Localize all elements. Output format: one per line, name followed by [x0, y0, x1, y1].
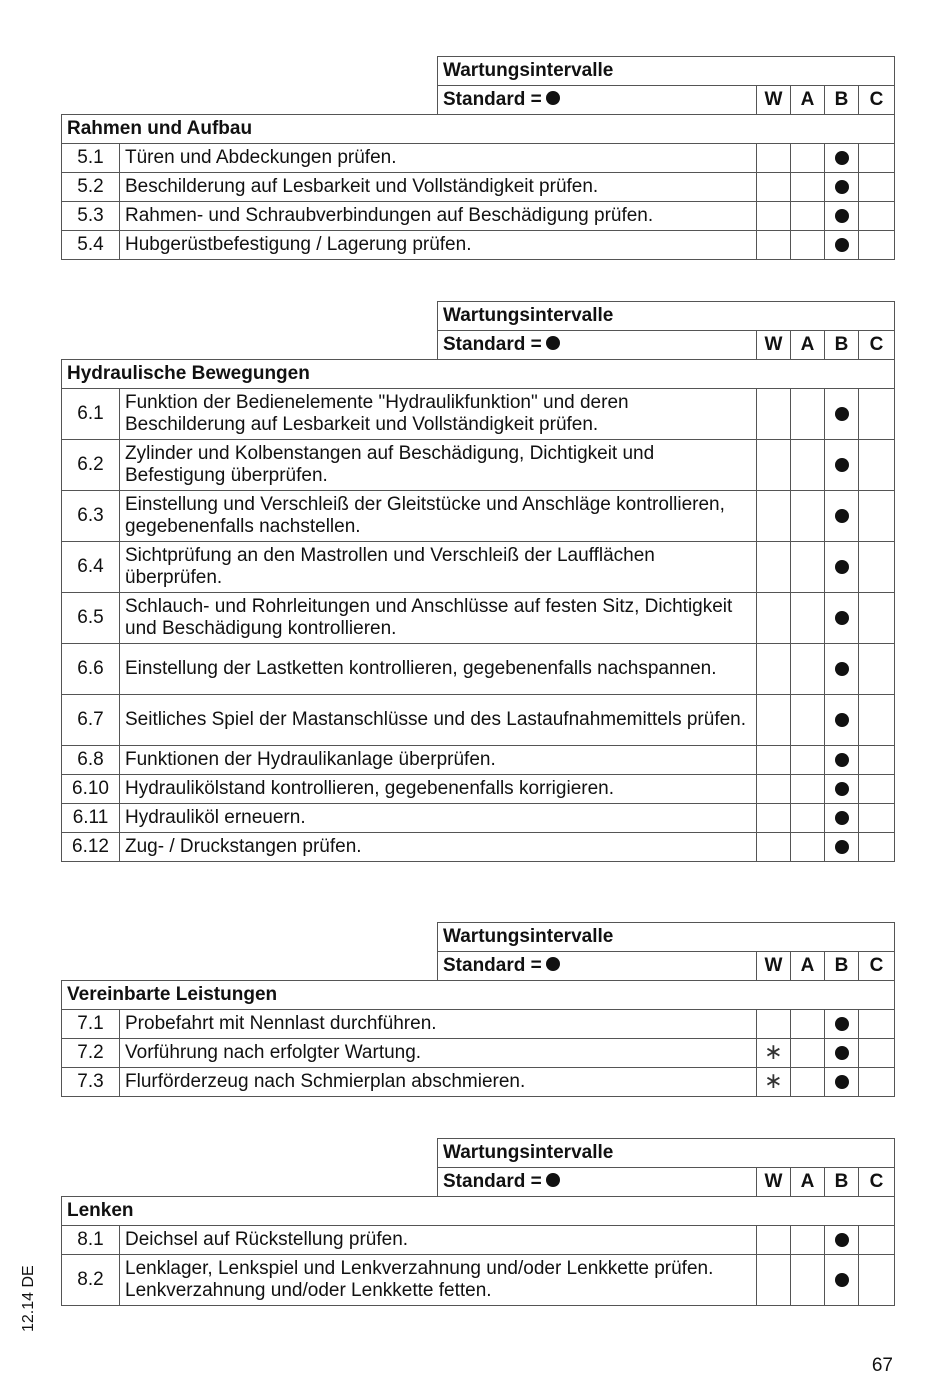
- filled-circle-icon: [835, 180, 849, 194]
- table-row: 7.2 Vorführung nach erfolgter Wartung. ∗: [62, 1039, 895, 1068]
- table-row: 6.12 Zug- / Druckstangen prüfen.: [62, 833, 895, 862]
- column-a: A: [791, 952, 825, 981]
- edition-label: 12.14 DE: [20, 1265, 37, 1332]
- filled-circle-icon: [835, 151, 849, 165]
- maintenance-table-5: [61, 56, 894, 260]
- table-hydraulik: [61, 301, 895, 862]
- filled-circle-icon: [835, 840, 849, 854]
- column-a: A: [791, 86, 825, 115]
- table-row: 6.1 Funktion der Bedienelemente "Hydraulikfunktion" und deren Beschilderung auf Lesbarkeit und Vollständigkeit prüfen.: [62, 389, 895, 440]
- page-number: 67: [871, 1355, 893, 1376]
- intervals-header: Wartungsintervalle: [438, 302, 895, 331]
- asterisk-icon: ∗: [764, 1068, 783, 1093]
- section-title: Hydraulische Bewegungen: [62, 360, 895, 389]
- table-row: 5.2 Beschilderung auf Lesbarkeit und Vollständigkeit prüfen.: [62, 173, 895, 202]
- table-row: 5.4 Hubgerüstbefestigung / Lagerung prüfen.: [62, 231, 895, 260]
- column-c: C: [859, 952, 895, 981]
- asterisk-icon: ∗: [764, 1039, 783, 1064]
- column-c: C: [859, 331, 895, 360]
- column-w: W: [757, 331, 791, 360]
- filled-circle-icon: [835, 509, 849, 523]
- filled-circle-icon: [835, 611, 849, 625]
- table-row: 6.6 Einstellung der Lastketten kontrollieren, gegebenenfalls nachspannen.: [62, 644, 895, 695]
- standard-legend: Standard =: [438, 331, 757, 360]
- section-title: Lenken: [62, 1197, 895, 1226]
- column-b: B: [825, 952, 859, 981]
- filled-circle-icon: [546, 957, 560, 971]
- column-c: C: [859, 1168, 895, 1197]
- filled-circle-icon: [835, 713, 849, 727]
- column-a: A: [791, 1168, 825, 1197]
- filled-circle-icon: [546, 91, 560, 105]
- table-leistungen: [61, 922, 895, 1097]
- table-row: 8.2 Lenklager, Lenkspiel und Lenkverzahnung und/oder Lenkkette prüfen. Lenkverzahnung und/oder Lenkkette fetten.: [62, 1255, 895, 1306]
- table-rahmen: [61, 56, 895, 260]
- section-title: Vereinbarte Leistungen: [62, 981, 895, 1010]
- table-row: 6.7 Seitliches Spiel der Mastanschlüsse und des Lastaufnahmemittels prüfen.: [62, 695, 895, 746]
- filled-circle-icon: [546, 1173, 560, 1187]
- table-row: 6.8 Funktionen der Hydraulikanlage überprüfen.: [62, 746, 895, 775]
- intervals-header: Wartungsintervalle: [438, 923, 895, 952]
- filled-circle-icon: [835, 407, 849, 421]
- table-row: 6.2 Zylinder und Kolbenstangen auf Beschädigung, Dichtigkeit und Befestigung überprüfen.: [62, 440, 895, 491]
- table-row: 7.1 Probefahrt mit Nennlast durchführen.: [62, 1010, 895, 1039]
- table-row: 7.3 Flurförderzeug nach Schmierplan abschmieren. ∗: [62, 1068, 895, 1097]
- filled-circle-icon: [835, 811, 849, 825]
- column-b: B: [825, 1168, 859, 1197]
- filled-circle-icon: [835, 560, 849, 574]
- filled-circle-icon: [835, 1075, 849, 1089]
- maintenance-table-8: [61, 1138, 894, 1306]
- column-w: W: [757, 1168, 791, 1197]
- filled-circle-icon: [835, 782, 849, 796]
- section-title: Rahmen und Aufbau: [62, 115, 895, 144]
- filled-circle-icon: [835, 662, 849, 676]
- filled-circle-icon: [835, 753, 849, 767]
- table-row: 5.1 Türen und Abdeckungen prüfen.: [62, 144, 895, 173]
- standard-legend: Standard =: [438, 1168, 757, 1197]
- standard-legend: Standard =: [438, 952, 757, 981]
- maintenance-table-6: [61, 301, 894, 862]
- column-a: A: [791, 331, 825, 360]
- filled-circle-icon: [546, 336, 560, 350]
- filled-circle-icon: [835, 1046, 849, 1060]
- column-b: B: [825, 331, 859, 360]
- filled-circle-icon: [835, 458, 849, 472]
- filled-circle-icon: [835, 1017, 849, 1031]
- filled-circle-icon: [835, 1233, 849, 1247]
- maintenance-table-7: [61, 922, 894, 1097]
- table-row: 6.10 Hydraulikölstand kontrollieren, gegebenenfalls korrigieren.: [62, 775, 895, 804]
- column-c: C: [859, 86, 895, 115]
- table-lenken: [61, 1138, 895, 1306]
- table-row: 6.11 Hydrauliköl erneuern.: [62, 804, 895, 833]
- column-w: W: [757, 952, 791, 981]
- table-row: 6.5 Schlauch- und Rohrleitungen und Anschlüsse auf festen Sitz, Dichtigkeit und Beschädigung kontrollieren.: [62, 593, 895, 644]
- table-row: 6.3 Einstellung und Verschleiß der Gleitstücke und Anschläge kontrollieren, gegebenenfalls nachstellen.: [62, 491, 895, 542]
- table-row: 6.4 Sichtprüfung an den Mastrollen und Verschleiß der Laufflächen überprüfen.: [62, 542, 895, 593]
- column-w: W: [757, 86, 791, 115]
- table-row: 8.1 Deichsel auf Rückstellung prüfen.: [62, 1226, 895, 1255]
- table-row: 5.3 Rahmen- und Schraubverbindungen auf Beschädigung prüfen.: [62, 202, 895, 231]
- filled-circle-icon: [835, 1273, 849, 1287]
- filled-circle-icon: [835, 238, 849, 252]
- intervals-header: Wartungsintervalle: [438, 57, 895, 86]
- filled-circle-icon: [835, 209, 849, 223]
- column-b: B: [825, 86, 859, 115]
- intervals-header: Wartungsintervalle: [438, 1139, 895, 1168]
- standard-legend: Standard =: [438, 86, 757, 115]
